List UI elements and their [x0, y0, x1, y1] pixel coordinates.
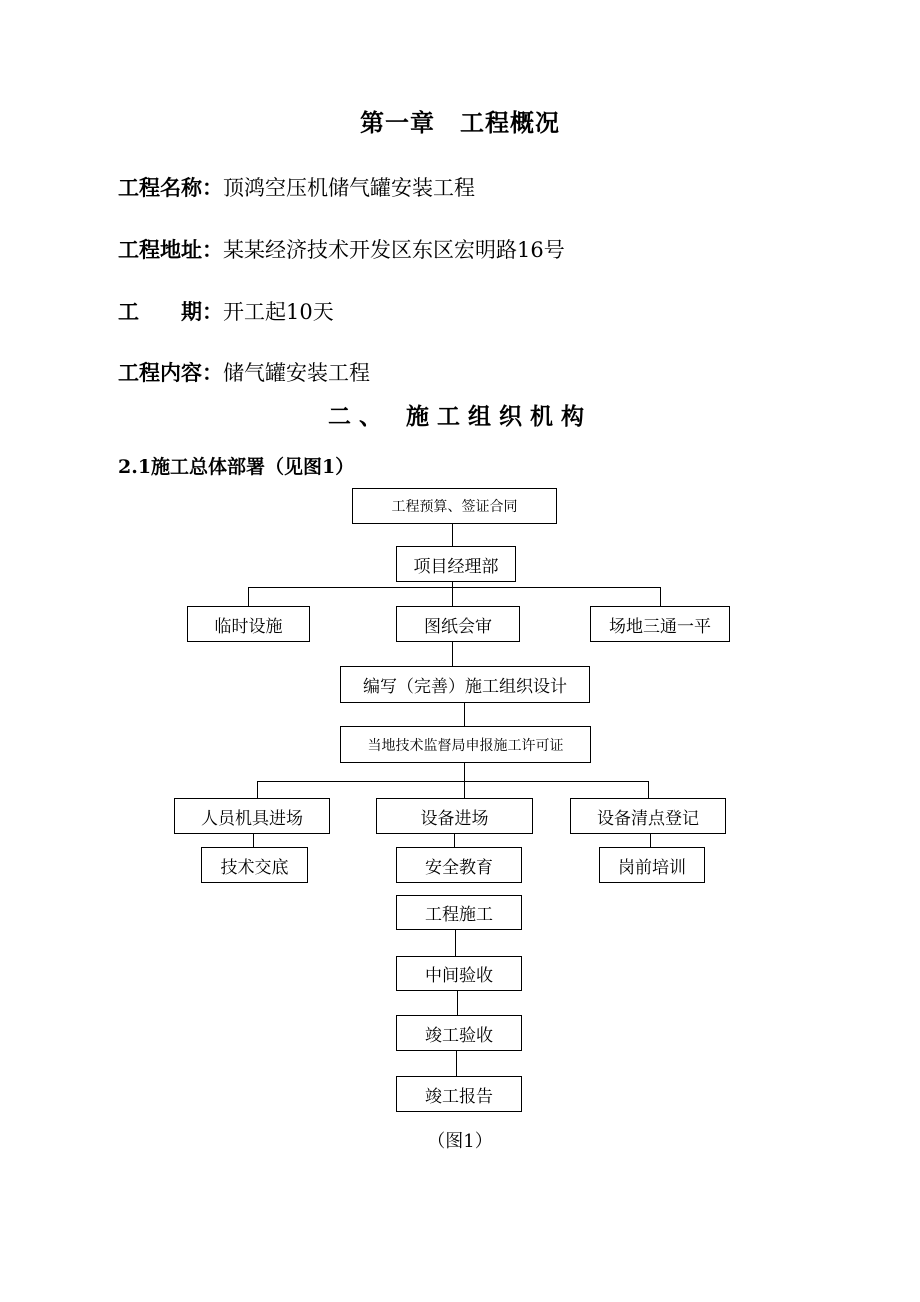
connector	[248, 587, 249, 606]
info-value: 开工起10天	[223, 300, 334, 324]
node-site-prep: 场地三通一平	[590, 606, 730, 642]
connector	[248, 587, 661, 588]
connector	[464, 703, 465, 726]
connector	[257, 781, 649, 782]
node-tech-briefing: 技术交底	[201, 847, 308, 883]
connector	[454, 834, 455, 847]
node-permit: 当地技术监督局申报施工许可证	[340, 726, 591, 763]
connector	[457, 991, 458, 1015]
node-midterm-acceptance: 中间验收	[396, 956, 522, 991]
figure-caption: （图1）	[427, 1131, 493, 1152]
info-label: 工程内容：	[118, 360, 223, 385]
info-project-duration	[118, 296, 334, 326]
node-final-report: 竣工报告	[396, 1076, 522, 1112]
node-drawing-review: 图纸会审	[396, 606, 520, 642]
connector	[456, 1051, 457, 1076]
section-title: 二、 施工组织机构	[327, 403, 592, 430]
node-pre-job-training: 岗前培训	[599, 847, 705, 883]
connector	[452, 582, 453, 606]
node-construction: 工程施工	[396, 895, 522, 930]
connector	[257, 781, 258, 798]
node-safety-education: 安全教育	[396, 847, 522, 883]
node-org-design: 编写（完善）施工组织设计	[340, 666, 590, 703]
connector	[452, 642, 453, 666]
connector	[455, 930, 456, 956]
node-staff-entry: 人员机具进场	[174, 798, 330, 834]
subsection-title: 2.1施工总体部署（见图1）	[118, 456, 355, 478]
info-project-address	[118, 234, 565, 264]
info-label: 工 期：	[118, 299, 223, 324]
connector	[648, 781, 649, 798]
connector	[650, 834, 651, 847]
connector	[253, 834, 254, 847]
node-final-acceptance: 竣工验收	[396, 1015, 522, 1051]
node-equipment-entry: 设备进场	[376, 798, 533, 834]
info-value: 顶鸿空压机储气罐安装工程	[223, 176, 475, 200]
node-temp-facilities: 临时设施	[187, 606, 310, 642]
info-label: 工程名称：	[118, 175, 223, 200]
connector	[660, 587, 661, 606]
info-label: 工程地址：	[118, 237, 223, 262]
node-budget-contract: 工程预算、签证合同	[352, 488, 557, 524]
info-value: 某某经济技术开发区东区宏明路16号	[223, 238, 565, 262]
info-project-content	[118, 357, 370, 387]
connector	[452, 524, 453, 546]
info-value: 储气罐安装工程	[223, 361, 370, 385]
info-project-name	[118, 172, 475, 202]
chapter-title: 第一章 工程概况	[360, 108, 560, 137]
node-equipment-check: 设备清点登记	[570, 798, 726, 834]
node-pm-dept: 项目经理部	[396, 546, 516, 582]
